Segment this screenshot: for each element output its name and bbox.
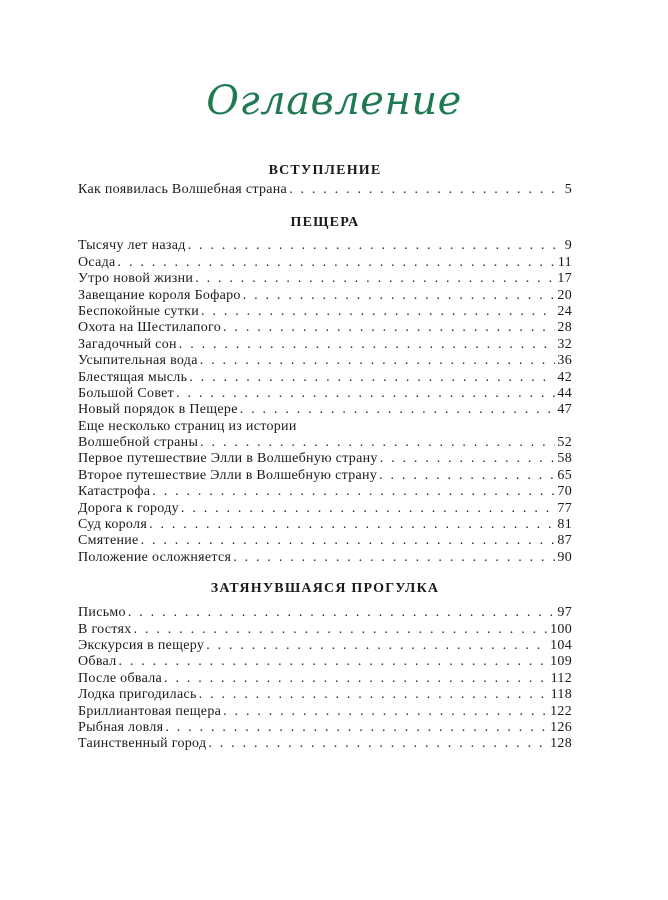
toc-entry[interactable]: [78, 386, 572, 402]
toc-entry[interactable]: [78, 337, 572, 353]
toc-entry-title: Большой Совет: [78, 385, 175, 401]
toc-entry-page: 109: [550, 654, 572, 670]
dot-leader: [208, 736, 548, 752]
toc-entry[interactable]: [78, 638, 572, 654]
toc-entry-title: Смятение: [78, 533, 139, 549]
toc-entry-title: Таинственный город: [78, 736, 207, 752]
toc-entry[interactable]: [78, 550, 572, 566]
toc-entry-page: 58: [557, 451, 572, 467]
dot-leader: [201, 304, 555, 320]
toc-entry-page: 32: [557, 336, 572, 352]
page-title: Оглавление: [206, 78, 462, 124]
toc-entry-title: Положение осложняется: [78, 549, 232, 565]
toc-entry[interactable]: [78, 182, 572, 198]
toc-entry[interactable]: [78, 517, 572, 533]
toc-entry[interactable]: [78, 720, 572, 736]
toc-entry[interactable]: [78, 687, 572, 703]
dot-leader: [380, 451, 556, 467]
toc-entry-title: Экскурсия в пещеру: [78, 637, 205, 653]
dot-leader: [152, 484, 555, 500]
dot-leader: [165, 720, 548, 736]
toc-entry[interactable]: [78, 304, 572, 320]
dot-leader: [206, 638, 548, 654]
toc-entry[interactable]: [78, 484, 572, 500]
toc-entry[interactable]: [78, 288, 572, 304]
toc-entry[interactable]: [78, 402, 572, 418]
toc-entry-page: 126: [550, 719, 572, 735]
toc-entry-title: Завещание короля Бофаро: [78, 287, 241, 303]
toc-entry-title: Беспокойные сутки: [78, 303, 200, 319]
toc-entry-page: 9: [564, 238, 572, 254]
toc-entry-page: 36: [557, 353, 572, 369]
toc-entry-title: Обвал: [78, 654, 117, 670]
toc-entry-page: 65: [557, 467, 572, 483]
toc-entry[interactable]: [78, 320, 572, 336]
dot-leader: [118, 255, 556, 271]
toc-entry-page: 87: [557, 533, 572, 549]
toc-entry[interactable]: [78, 736, 572, 752]
dot-leader: [188, 238, 556, 254]
dot-leader: [200, 353, 556, 369]
toc-entry[interactable]: [78, 353, 572, 369]
table-of-contents: [78, 160, 572, 753]
toc-entry-title: Блестящая мысль: [78, 369, 188, 385]
toc-entry[interactable]: [78, 468, 572, 484]
dot-leader: [189, 370, 555, 386]
toc-entry-page: 70: [557, 484, 572, 500]
toc-entry-title: Дорога к городу: [78, 500, 179, 516]
toc-entry-title: После обвала: [78, 670, 163, 686]
dot-leader: [199, 687, 549, 703]
toc-entry[interactable]: [78, 622, 572, 638]
toc-entry-page: 81: [557, 517, 572, 533]
toc-entry-title: Утро новой жизни: [78, 271, 194, 287]
toc-entry-page: 28: [557, 320, 572, 336]
toc-entry[interactable]: [78, 238, 572, 254]
toc-entry-title: Как появилась Волшебная страна: [78, 182, 288, 197]
toc-entry[interactable]: [78, 271, 572, 287]
toc-entry-page: 100: [550, 621, 572, 637]
toc-entry-title: Рыбная ловля: [78, 719, 164, 735]
toc-entry-page: 5: [564, 182, 572, 197]
toc-entry[interactable]: [78, 370, 572, 386]
toc-entry-title: Первое путешествие Элли в Волшебную страну: [78, 451, 378, 467]
dot-leader: [379, 468, 555, 484]
toc-entry-title: Волшебной страны: [78, 435, 199, 451]
toc-entry-page: 44: [557, 385, 572, 401]
dot-leader: [164, 671, 549, 687]
dot-leader: [200, 435, 555, 451]
toc-entry-title-line1[interactable]: Еще несколько страниц из истории: [78, 418, 297, 434]
dot-leader: [134, 622, 549, 638]
dot-leader: [289, 182, 556, 198]
toc-entry[interactable]: [78, 533, 572, 549]
toc-entry-page: 104: [550, 637, 572, 653]
toc-entry-title: Письмо: [78, 605, 126, 621]
toc-entry-title: Катастрофа: [78, 484, 151, 500]
toc-entry-title: Бриллиантовая пещера: [78, 703, 222, 719]
toc-entry[interactable]: [78, 255, 572, 271]
dot-leader: [176, 386, 555, 402]
section-heading: ЗАТЯНУВШАЯСЯ ПРОГУЛКА: [210, 581, 440, 597]
toc-entry-page: 77: [557, 500, 572, 516]
dot-leader: [128, 605, 556, 621]
toc-entry-title: Охота на Шестилапого: [78, 320, 222, 336]
section-heading: ВСТУПЛЕНИЕ: [268, 163, 382, 178]
dot-leader: [240, 402, 556, 418]
dot-leader: [223, 704, 548, 720]
toc-entry-title: Тысячу лет назад: [78, 238, 186, 254]
dot-leader: [141, 533, 556, 549]
toc-entry-page: 112: [550, 670, 572, 686]
toc-entry-title: Второе путешествие Элли в Волшебную страну: [78, 467, 378, 483]
toc-entry[interactable]: [78, 671, 572, 687]
dot-leader: [179, 337, 556, 353]
toc-entry-title: Осада: [78, 254, 116, 270]
dot-leader: [195, 271, 555, 287]
toc-entry[interactable]: [78, 654, 572, 670]
toc-entry-page: 20: [557, 287, 572, 303]
dot-leader: [118, 654, 548, 670]
toc-entry-title: В гостях: [78, 621, 132, 637]
dot-leader: [243, 288, 556, 304]
toc-entry-page: 90: [557, 549, 572, 565]
toc-entry-page: 122: [550, 703, 572, 719]
toc-entry[interactable]: [78, 435, 572, 451]
toc-entry-page: 52: [557, 435, 572, 451]
toc-entry-title: Лодка пригодилась: [78, 687, 197, 703]
toc-entry-page: 118: [550, 687, 572, 703]
section-heading: ПЕЩЕРА: [290, 215, 360, 231]
toc-entry[interactable]: [78, 605, 572, 621]
toc-entry-page: 47: [557, 402, 572, 418]
toc-entry-page: 17: [557, 271, 572, 287]
toc-entry-page: 24: [557, 303, 572, 319]
toc-entry-page: 11: [557, 254, 572, 270]
toc-entry[interactable]: [78, 451, 572, 467]
toc-entry-page: 42: [557, 369, 572, 385]
toc-entry-title: Усыпительная вода: [78, 353, 198, 369]
toc-entry-title: Суд короля: [78, 517, 148, 533]
toc-entry-title: Новый порядок в Пещере: [78, 402, 238, 418]
dot-leader: [149, 517, 555, 533]
toc-entry-page: 128: [550, 736, 572, 752]
dot-leader: [233, 550, 555, 566]
toc-entry[interactable]: [78, 501, 572, 517]
dot-leader: [181, 501, 555, 517]
toc-entry-title: Загадочный сон: [78, 336, 177, 352]
toc-entry-page: 97: [557, 605, 572, 621]
toc-entry[interactable]: [78, 704, 572, 720]
dot-leader: [223, 320, 555, 336]
